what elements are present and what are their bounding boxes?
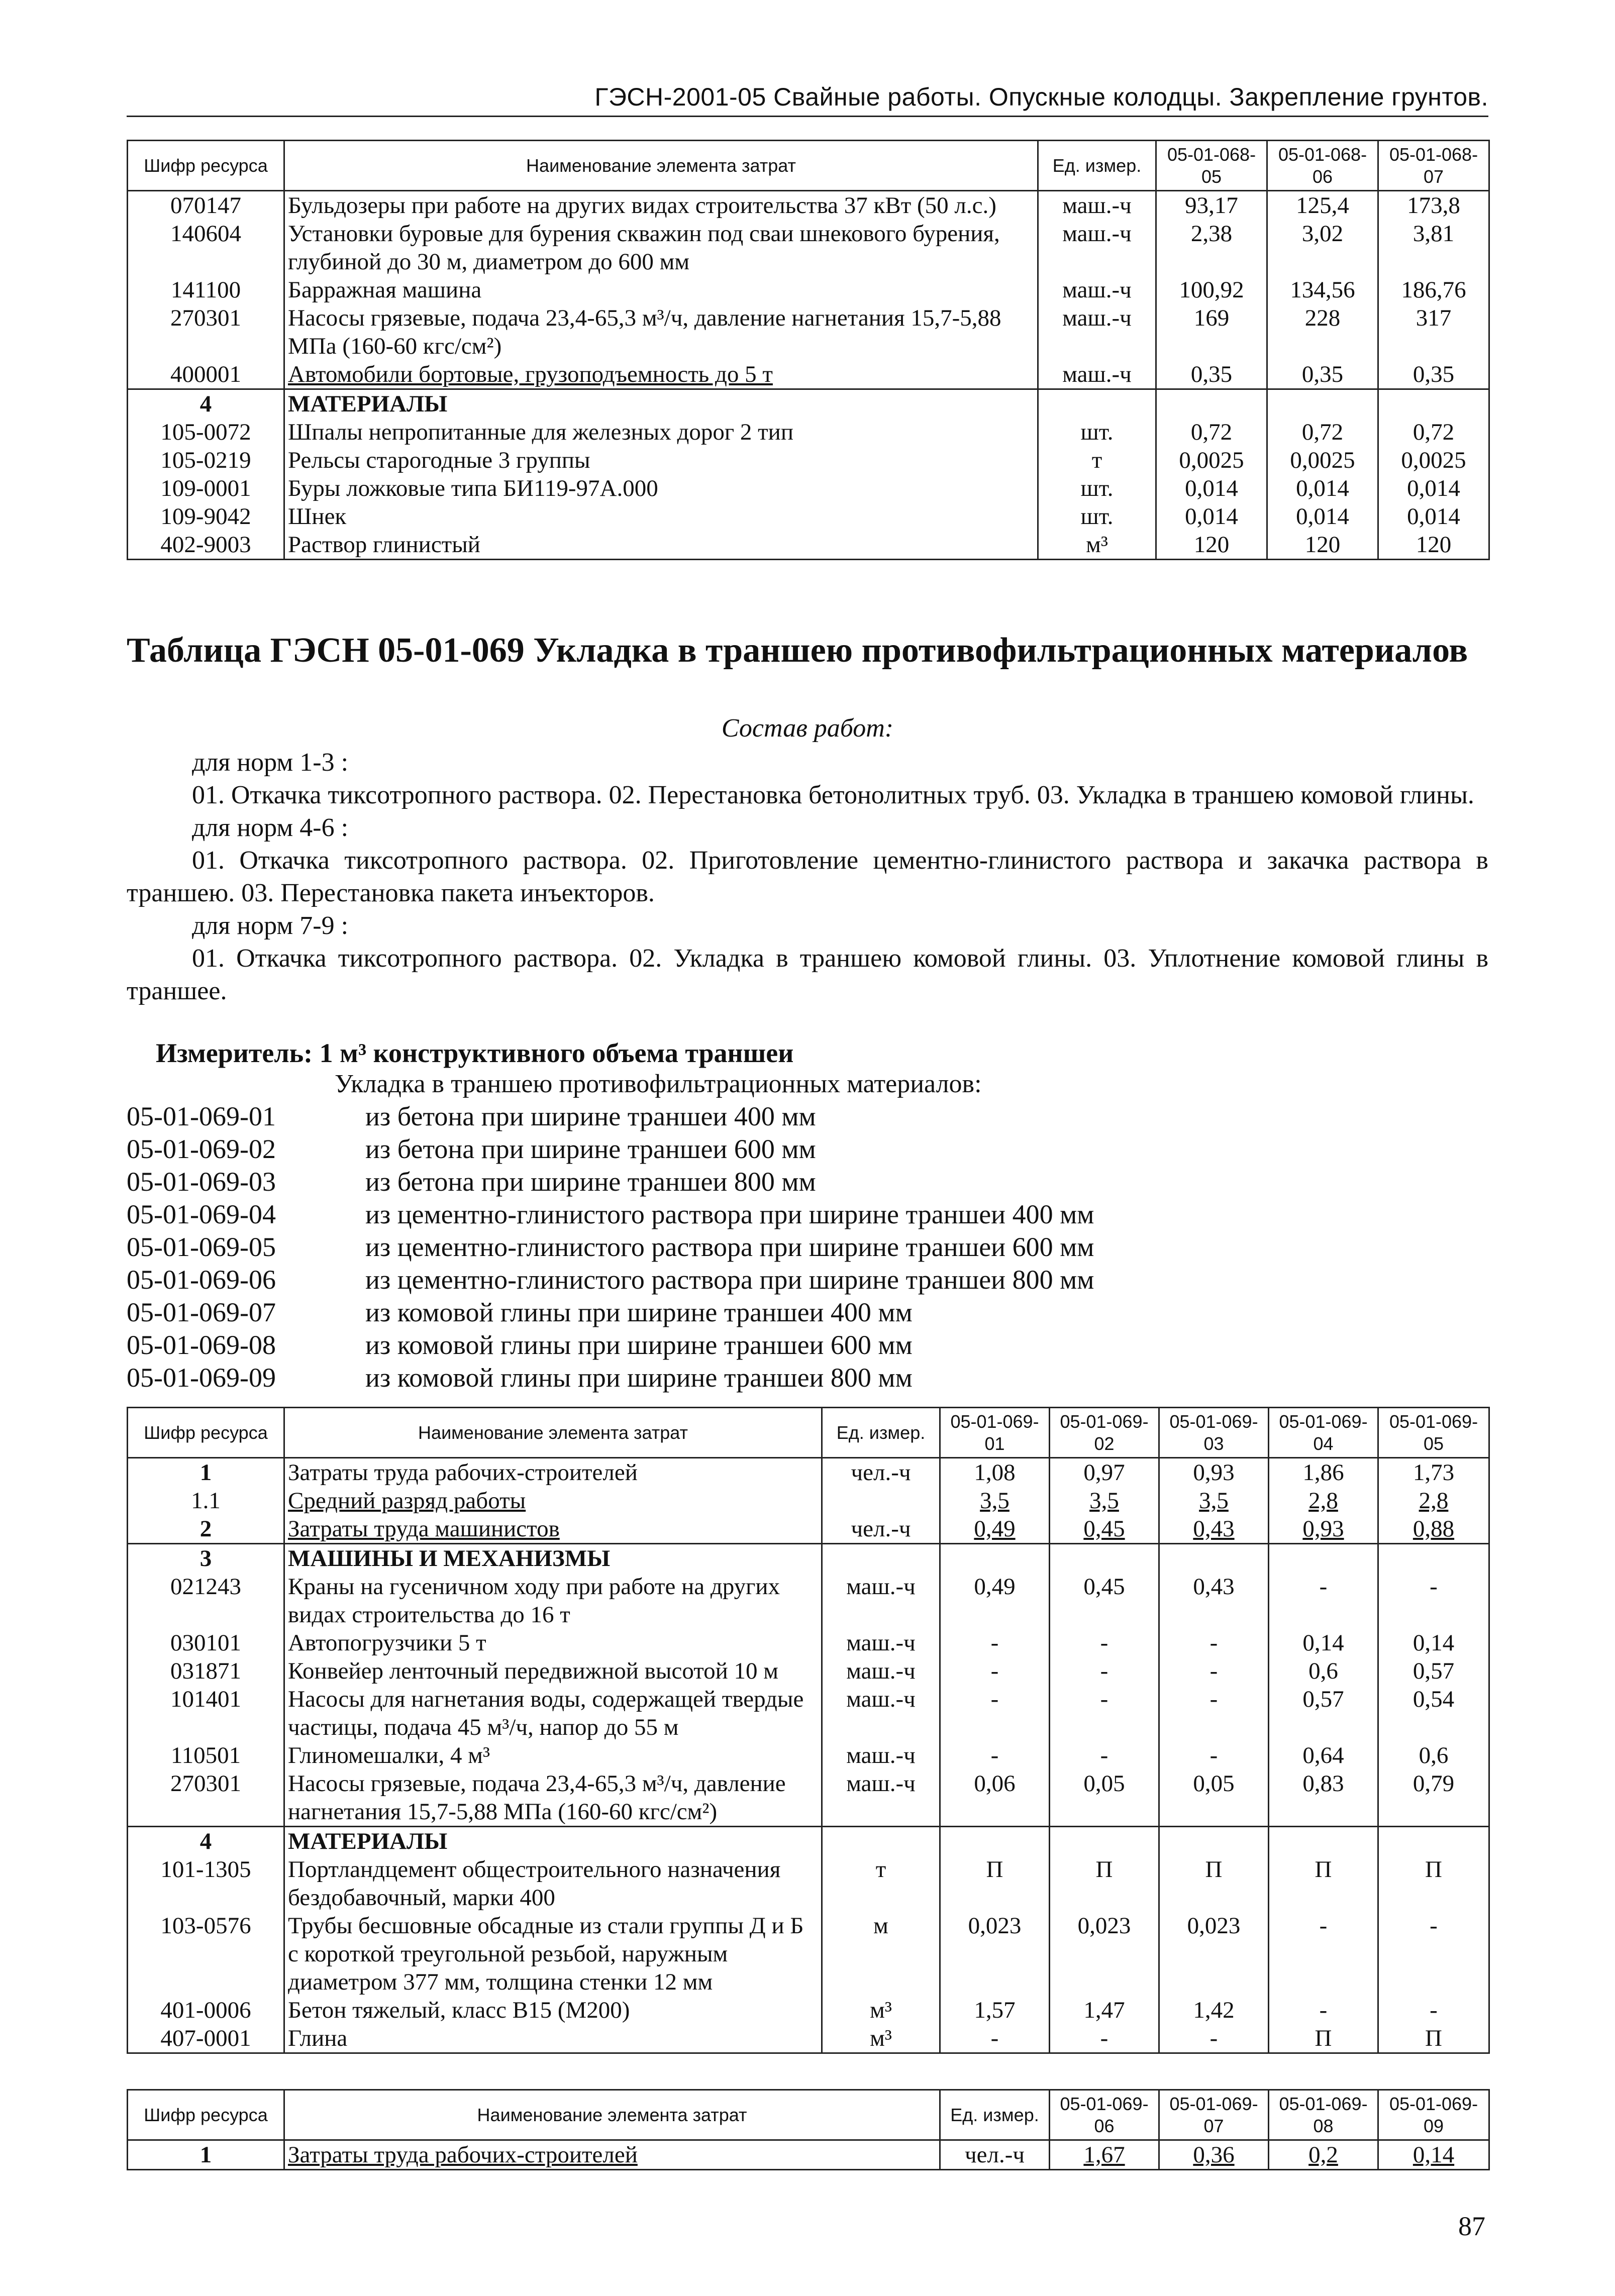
- norm-description: из бетона при ширине траншеи 800 мм: [365, 1167, 816, 1197]
- resource-name: Насосы для нагнетания воды, содержащей твердые частицы, подача 45 м³/ч, напор до 55 м: [284, 1685, 822, 1741]
- value-cell: 0,57: [1269, 1685, 1378, 1741]
- value-cell: -: [940, 1741, 1050, 1769]
- value-cell: -: [1050, 2024, 1159, 2053]
- resource-name: Насосы грязевые, подача 23,4-65,3 м³/ч, давление нагнетания 15,7-5,88 МПа (160-60 кгс/см²): [284, 304, 1038, 360]
- value-cell: -: [940, 1685, 1050, 1741]
- table-row: [128, 191, 1489, 220]
- section-code: 3: [128, 1544, 284, 1573]
- value-cell: -: [1050, 1741, 1159, 1769]
- value-cell: 3,02: [1267, 220, 1378, 276]
- resource-code: 400001: [128, 360, 284, 389]
- table-row: [128, 1741, 1489, 1769]
- unit-cell: маш.-ч: [822, 1629, 940, 1657]
- value-cell: 3,5: [1159, 1487, 1269, 1515]
- value-cell: 2,8: [1378, 1487, 1489, 1515]
- resource-code: 141100: [128, 276, 284, 304]
- running-header: [127, 74, 1488, 117]
- value-cell: 0,36: [1159, 2140, 1269, 2170]
- value-cell: 169: [1156, 304, 1267, 360]
- value-cell: -: [1378, 1912, 1489, 1996]
- col-header-norm: 05-01-068-07: [1378, 141, 1489, 191]
- list-item: [127, 1231, 1094, 1264]
- resource-code: 270301: [128, 1769, 284, 1827]
- value-cell: П: [940, 1855, 1050, 1912]
- col-header-code: Шифр ресурса: [128, 1408, 284, 1458]
- resource-name: Конвейер ленточный передвижной высотой 10 м: [284, 1657, 822, 1685]
- value-cell: П: [1378, 2024, 1489, 2053]
- resource-name: Шпалы непропитанные для железных дорог 2 тип: [284, 418, 1038, 446]
- value-cell: 0,06: [940, 1769, 1050, 1827]
- unit-cell: шт.: [1038, 418, 1156, 446]
- value-cell: 0,6: [1378, 1741, 1489, 1769]
- table-row: [128, 2024, 1489, 2053]
- value-cell: 0,49: [940, 1573, 1050, 1629]
- norms-list: [127, 1100, 1094, 1394]
- table-row: [128, 531, 1489, 560]
- section-title-heading: Таблица ГЭСН 05-01-069 Укладка в траншею противофильтрационных материалов: [127, 631, 1468, 670]
- resource-name: Трубы бесшовные обсадные из стали группы Д и Б с короткой треугольной резьбой, наружным диаметром 377 мм, толщина стенки 12 мм: [284, 1912, 822, 1996]
- norms-intro: Укладка в траншею противофильтрационных материалов:: [335, 1070, 982, 1098]
- resource-code: 030101: [128, 1629, 284, 1657]
- resources-table-069-a: [127, 1407, 1490, 2054]
- norm-code: 05-01-069-09: [127, 1363, 276, 1393]
- list-item: [127, 1100, 1094, 1133]
- table-row: [128, 1458, 1489, 1487]
- resource-code: 270301: [128, 304, 284, 360]
- value-cell: 0,49: [940, 1515, 1050, 1544]
- value-cell: 186,76: [1378, 276, 1489, 304]
- value-cell: 0,014: [1156, 474, 1267, 502]
- value-cell: 0,72: [1267, 418, 1378, 446]
- unit-cell: маш.-ч: [822, 1685, 940, 1741]
- value-cell: П: [1050, 1855, 1159, 1912]
- norm-code: 05-01-069-08: [127, 1330, 276, 1360]
- col-header-code: Шифр ресурса: [128, 141, 284, 191]
- col-header-name: Наименование элемента затрат: [284, 1408, 822, 1458]
- table-row: [128, 1515, 1489, 1544]
- resource-code: 105-0072: [128, 418, 284, 446]
- resource-code: 110501: [128, 1741, 284, 1769]
- resource-code: 1: [128, 2140, 284, 2170]
- value-cell: 0,88: [1378, 1515, 1489, 1544]
- value-cell: 0,43: [1159, 1573, 1269, 1629]
- resource-code: 101-1305: [128, 1855, 284, 1912]
- norm-description: из цементно-глинистого раствора при ширине траншеи 800 мм: [365, 1265, 1094, 1295]
- value-cell: 0,45: [1050, 1573, 1159, 1629]
- norm-group-text: 01. Откачка тиксотропного раствора. 02. Укладка в траншею комовой глины. 03. Уплотнение комовой глины в траншее.: [127, 944, 1488, 1005]
- running-header-text: ГЭСН-2001-05 Свайные работы. Опускные колодцы. Закрепление грунтов.: [594, 83, 1488, 111]
- resource-code: 2: [128, 1515, 284, 1544]
- col-header-code: Шифр ресурса: [128, 2090, 284, 2140]
- col-header-norm: 05-01-069-08: [1269, 2090, 1378, 2140]
- resource-name: Буры ложковые типа БИ119-97А.000: [284, 474, 1038, 502]
- value-cell: П: [1159, 1855, 1269, 1912]
- col-header-name: Наименование элемента затрат: [284, 141, 1038, 191]
- value-cell: 3,81: [1378, 220, 1489, 276]
- resource-name: Портландцемент общестроительного назначения бездобавочный, марки 400: [284, 1855, 822, 1912]
- norm-description: из комовой глины при ширине траншеи 400 мм: [365, 1297, 913, 1327]
- value-cell: 0,023: [940, 1912, 1050, 1996]
- value-cell: 0,45: [1050, 1515, 1159, 1544]
- norm-description: из бетона при ширине траншеи 400 мм: [365, 1101, 816, 1131]
- unit-cell: маш.-ч: [822, 1769, 940, 1827]
- value-cell: 0,97: [1050, 1458, 1159, 1487]
- value-cell: 173,8: [1378, 191, 1489, 220]
- value-cell: 0,014: [1378, 474, 1489, 502]
- section-title: МАТЕРИАЛЫ: [284, 389, 1038, 419]
- resource-name: Бетон тяжелый, класс В15 (М200): [284, 1996, 822, 2024]
- unit-cell: м³: [1038, 531, 1156, 560]
- unit-cell: маш.-ч: [1038, 276, 1156, 304]
- value-cell: 0,0025: [1378, 446, 1489, 474]
- value-cell: 0,35: [1267, 360, 1378, 389]
- norm-group-text: 01. Откачка тиксотропного раствора. 02. Приготовление цементно-глинистого раствора и закачка раствора в траншею. 03. Перестановка пакета инъекторов.: [127, 846, 1488, 907]
- col-header-unit: Ед. измер.: [822, 1408, 940, 1458]
- norm-description: из бетона при ширине траншеи 600 мм: [365, 1134, 816, 1164]
- col-header-norm: 05-01-069-03: [1159, 1408, 1269, 1458]
- resource-code: 140604: [128, 220, 284, 276]
- unit-cell: т: [822, 1855, 940, 1912]
- value-cell: -: [1269, 1996, 1378, 2024]
- value-cell: 0,014: [1378, 502, 1489, 531]
- table-row: [128, 360, 1489, 389]
- value-cell: П: [1269, 2024, 1378, 2053]
- value-cell: -: [1159, 2024, 1269, 2053]
- value-cell: 0,54: [1378, 1685, 1489, 1741]
- col-header-norm: 05-01-069-02: [1050, 1408, 1159, 1458]
- resource-code: 407-0001: [128, 2024, 284, 2053]
- table-row: [128, 1685, 1489, 1741]
- norm-description: из комовой глины при ширине траншеи 600 мм: [365, 1330, 913, 1360]
- col-header-unit: Ед. измер.: [1038, 141, 1156, 191]
- table-row: [128, 2140, 1489, 2170]
- unit-cell: чел.-ч: [940, 2140, 1050, 2170]
- norm-code: 05-01-069-06: [127, 1265, 276, 1295]
- norm-code: 05-01-069-07: [127, 1297, 276, 1327]
- col-header-norm: 05-01-069-06: [1050, 2090, 1159, 2140]
- resource-code: 031871: [128, 1657, 284, 1685]
- value-cell: 0,0025: [1156, 446, 1267, 474]
- table-row: [128, 304, 1489, 360]
- resource-name: Рельсы старогодные 3 группы: [284, 446, 1038, 474]
- resource-name: Барражная машина: [284, 276, 1038, 304]
- value-cell: 100,92: [1156, 276, 1267, 304]
- norm-group-label: для норм 7-9 :: [192, 911, 349, 940]
- list-item: [127, 1198, 1094, 1231]
- value-cell: 0,6: [1269, 1657, 1378, 1685]
- norm-code: 05-01-069-01: [127, 1101, 276, 1131]
- norm-group-label: для норм 1-3 :: [192, 748, 349, 777]
- value-cell: 0,014: [1267, 502, 1378, 531]
- norm-code: 05-01-069-03: [127, 1167, 276, 1197]
- norm-description: из комовой глины при ширине траншеи 800 мм: [365, 1363, 913, 1393]
- value-cell: 317: [1378, 304, 1489, 360]
- work-composition-label: Состав работ:: [721, 714, 894, 743]
- value-cell: -: [1050, 1657, 1159, 1685]
- table-row: [128, 1629, 1489, 1657]
- table-row: [128, 276, 1489, 304]
- value-cell: 120: [1378, 531, 1489, 560]
- value-cell: -: [1159, 1657, 1269, 1685]
- value-cell: -: [940, 1629, 1050, 1657]
- resource-name: Затраты труда рабочих-строителей: [284, 1458, 822, 1487]
- value-cell: 1,86: [1269, 1458, 1378, 1487]
- value-cell: 3,5: [1050, 1487, 1159, 1515]
- section-title: МАШИНЫ И МЕХАНИЗМЫ: [284, 1544, 822, 1573]
- value-cell: -: [1269, 1912, 1378, 1996]
- value-cell: 0,05: [1050, 1769, 1159, 1827]
- value-cell: 0,72: [1378, 418, 1489, 446]
- col-header-unit: Ед. измер.: [940, 2090, 1050, 2140]
- norm-group-text: 01. Откачка тиксотропного раствора. 02. Перестановка бетонолитных труб. 03. Укладка в траншею комовой глины.: [192, 781, 1474, 809]
- value-cell: 0,0025: [1267, 446, 1378, 474]
- resource-name: Бульдозеры при работе на других видах строительства 37 кВт (50 л.с.): [284, 191, 1038, 220]
- resource-name: Краны на гусеничном ходу при работе на других видах строительства до 16 т: [284, 1573, 822, 1629]
- resource-name: Глина: [284, 2024, 822, 2053]
- table-row: [128, 1912, 1489, 1996]
- resource-code: 402-9003: [128, 531, 284, 560]
- unit-cell: чел.-ч: [822, 1458, 940, 1487]
- value-cell: 1,42: [1159, 1996, 1269, 2024]
- unit-cell: маш.-ч: [1038, 304, 1156, 360]
- col-header-norm: 05-01-068-05: [1156, 141, 1267, 191]
- value-cell: 0,023: [1050, 1912, 1159, 1996]
- section-code: 4: [128, 389, 284, 419]
- unit-cell: маш.-ч: [822, 1657, 940, 1685]
- norm-code: 05-01-069-02: [127, 1134, 276, 1164]
- resource-name: Затраты труда машинистов: [284, 1515, 822, 1544]
- section-title: МАТЕРИАЛЫ: [284, 1827, 822, 1856]
- measure-unit: Измеритель: 1 м³ конструктивного объема траншеи: [156, 1038, 794, 1068]
- col-header-norm: 05-01-069-09: [1378, 2090, 1489, 2140]
- unit-cell: маш.-ч: [1038, 191, 1156, 220]
- value-cell: 0,57: [1378, 1657, 1489, 1685]
- section-code: 4: [128, 1827, 284, 1856]
- value-cell: -: [1269, 1573, 1378, 1629]
- table-row: [128, 1657, 1489, 1685]
- resource-code: 101401: [128, 1685, 284, 1741]
- resource-code: 1: [128, 1458, 284, 1487]
- resource-code: 105-0219: [128, 446, 284, 474]
- value-cell: 0,014: [1267, 474, 1378, 502]
- value-cell: 120: [1156, 531, 1267, 560]
- resource-name: Глиномешалки, 4 м³: [284, 1741, 822, 1769]
- unit-cell: [822, 1487, 940, 1515]
- resource-name: Раствор глинистый: [284, 531, 1038, 560]
- unit-cell: маш.-ч: [822, 1741, 940, 1769]
- value-cell: 93,17: [1156, 191, 1267, 220]
- list-item: [127, 1362, 1094, 1394]
- resource-code: 109-0001: [128, 474, 284, 502]
- value-cell: 0,83: [1269, 1769, 1378, 1827]
- col-header-norm: 05-01-069-04: [1269, 1408, 1378, 1458]
- unit-cell: чел.-ч: [822, 1515, 940, 1544]
- value-cell: -: [1159, 1685, 1269, 1741]
- list-item: [127, 1133, 1094, 1166]
- section-row: [128, 1827, 1489, 1856]
- unit-cell: м³: [822, 2024, 940, 2053]
- list-item: [127, 1296, 1094, 1329]
- resource-name: Средний разряд работы: [284, 1487, 822, 1515]
- value-cell: 0,93: [1269, 1515, 1378, 1544]
- resource-code: 401-0006: [128, 1996, 284, 2024]
- value-cell: 1,67: [1050, 2140, 1159, 2170]
- resource-code: 021243: [128, 1573, 284, 1629]
- value-cell: 0,05: [1159, 1769, 1269, 1827]
- resource-name: Автомобили бортовые, грузоподъемность до 5 т: [284, 360, 1038, 389]
- table-row: [128, 220, 1489, 276]
- norm-description: из цементно-глинистого раствора при ширине траншеи 400 мм: [365, 1199, 1094, 1229]
- unit-cell: м: [822, 1912, 940, 1996]
- unit-cell: маш.-ч: [1038, 220, 1156, 276]
- work-composition-text: [127, 746, 1488, 1007]
- value-cell: 0,14: [1269, 1629, 1378, 1657]
- section-row: [128, 1544, 1489, 1573]
- value-cell: -: [1378, 1996, 1489, 2024]
- resource-code: 103-0576: [128, 1912, 284, 1996]
- resources-table-069-b: [127, 2089, 1490, 2170]
- table-row: [128, 502, 1489, 531]
- value-cell: 0,023: [1159, 1912, 1269, 1996]
- value-cell: 3,5: [940, 1487, 1050, 1515]
- resource-name: Установки буровые для бурения скважин под сваи шнекового бурения, глубиной до 30 м, диаметром до 600 мм: [284, 220, 1038, 276]
- value-cell: 1,73: [1378, 1458, 1489, 1487]
- unit-cell: шт.: [1038, 502, 1156, 531]
- resource-name: Шнек: [284, 502, 1038, 531]
- norm-code: 05-01-069-05: [127, 1232, 276, 1262]
- resources-table-068: [127, 140, 1490, 560]
- norm-code: 05-01-069-04: [127, 1199, 276, 1229]
- resource-code: 109-9042: [128, 502, 284, 531]
- value-cell: П: [1269, 1855, 1378, 1912]
- value-cell: 2,8: [1269, 1487, 1378, 1515]
- unit-cell: м³: [822, 1996, 940, 2024]
- unit-cell: шт.: [1038, 474, 1156, 502]
- list-item: [127, 1166, 1094, 1198]
- table-row: [128, 446, 1489, 474]
- norm-group-label: для норм 4-6 :: [192, 813, 349, 842]
- value-cell: 1,47: [1050, 1996, 1159, 2024]
- table-row: [128, 1855, 1489, 1912]
- value-cell: 2,38: [1156, 220, 1267, 276]
- norm-description: из цементно-глинистого раствора при ширине траншеи 600 мм: [365, 1232, 1094, 1262]
- value-cell: -: [1050, 1685, 1159, 1741]
- table-row: [128, 474, 1489, 502]
- value-cell: 0,2: [1269, 2140, 1378, 2170]
- resource-code: 1.1: [128, 1487, 284, 1515]
- value-cell: 125,4: [1267, 191, 1378, 220]
- list-item: [127, 1264, 1094, 1296]
- value-cell: 0,014: [1156, 502, 1267, 531]
- value-cell: 0,79: [1378, 1769, 1489, 1827]
- value-cell: 0,14: [1378, 1629, 1489, 1657]
- value-cell: 0,64: [1269, 1741, 1378, 1769]
- value-cell: -: [940, 2024, 1050, 2053]
- value-cell: -: [1159, 1629, 1269, 1657]
- value-cell: -: [1159, 1741, 1269, 1769]
- col-header-norm: 05-01-068-06: [1267, 141, 1378, 191]
- value-cell: 134,56: [1267, 276, 1378, 304]
- value-cell: 0,93: [1159, 1458, 1269, 1487]
- value-cell: 0,43: [1159, 1515, 1269, 1544]
- list-item: [127, 1329, 1094, 1362]
- page-number: 87: [1458, 2211, 1485, 2241]
- resource-code: 070147: [128, 191, 284, 220]
- table-row: [128, 1487, 1489, 1515]
- resource-name: Автопогрузчики 5 т: [284, 1629, 822, 1657]
- value-cell: 1,08: [940, 1458, 1050, 1487]
- col-header-norm: 05-01-069-07: [1159, 2090, 1269, 2140]
- value-cell: 0,14: [1378, 2140, 1489, 2170]
- section-row: [128, 389, 1489, 419]
- col-header-name: Наименование элемента затрат: [284, 2090, 940, 2140]
- col-header-norm: 05-01-069-01: [940, 1408, 1050, 1458]
- value-cell: -: [940, 1657, 1050, 1685]
- resource-name: Затраты труда рабочих-строителей: [284, 2140, 940, 2170]
- value-cell: -: [1378, 1573, 1489, 1629]
- table-row: [128, 1996, 1489, 2024]
- resource-name: Насосы грязевые, подача 23,4-65,3 м³/ч, давление нагнетания 15,7-5,88 МПа (160-60 кгс/см²): [284, 1769, 822, 1827]
- value-cell: 120: [1267, 531, 1378, 560]
- unit-cell: маш.-ч: [1038, 360, 1156, 389]
- value-cell: П: [1378, 1855, 1489, 1912]
- table-row: [128, 1769, 1489, 1827]
- unit-cell: т: [1038, 446, 1156, 474]
- value-cell: -: [1050, 1629, 1159, 1657]
- value-cell: 0,35: [1156, 360, 1267, 389]
- value-cell: 0,35: [1378, 360, 1489, 389]
- table-row: [128, 418, 1489, 446]
- value-cell: 1,57: [940, 1996, 1050, 2024]
- value-cell: 0,72: [1156, 418, 1267, 446]
- col-header-norm: 05-01-069-05: [1378, 1408, 1489, 1458]
- unit-cell: маш.-ч: [822, 1573, 940, 1629]
- value-cell: 228: [1267, 304, 1378, 360]
- table-row: [128, 1573, 1489, 1629]
